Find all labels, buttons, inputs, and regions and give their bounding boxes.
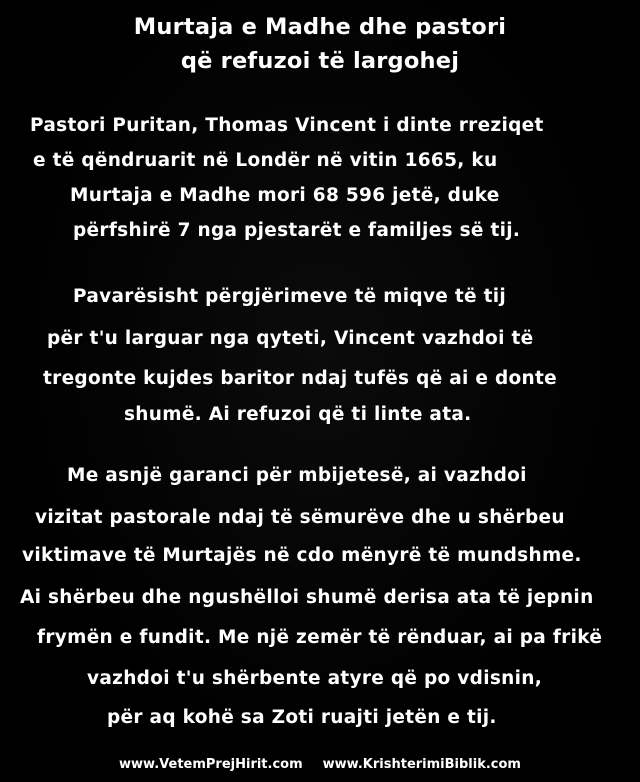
- paragraph-line: për t'u larguar nga qyteti, Vincent vazhdoi të: [47, 328, 534, 349]
- paragraph-line: Ai shërbeu dhe ngushëlloi shumë derisa ata të jepnin: [20, 587, 594, 608]
- paragraph-line: vizitat pastorale ndaj të sëmurëve dhe u shërbeu: [35, 507, 565, 528]
- paragraph-line: përfshirë 7 nga pjestarët e familjes së tij.: [73, 220, 521, 241]
- paragraph-line: për aq kohë sa Zoti ruajti jetën e tij.: [107, 707, 497, 728]
- paragraph-line: e të qëndruarit në Londër në vitin 1665, ku: [33, 150, 498, 171]
- footer-link-krishterimibiblik[interactable]: www.KrishterimiBiblik.com: [322, 757, 521, 772]
- paragraph-line: Murtaja e Madhe mori 68 596 jetë, duke: [70, 185, 500, 206]
- footer: [0, 757, 640, 772]
- title: [0, 10, 640, 78]
- paragraph-line: tregonte kujdes baritor ndaj tufës që ai e donte: [43, 368, 557, 389]
- paragraph-line: vazhdoi t'u shërbente atyre që po vdisnin,: [87, 668, 543, 689]
- paragraph-line: Me asnjë garanci për mbijetesë, ai vazhdoi: [67, 465, 527, 486]
- paragraph-line: frymën e fundit. Me një zemër të rënduar, ai pa frikë: [37, 627, 603, 648]
- paragraph-line: viktimave të Murtajës në cdo mënyrë të mundshme.: [22, 545, 582, 566]
- footer-link-vetemprejhirit[interactable]: www.VetemPrejHirit.com: [119, 757, 303, 772]
- paragraph-line: Pastori Puritan, Thomas Vincent i dinte rreziqet: [30, 115, 544, 136]
- title-line-1: Murtaja e Madhe dhe pastori: [133, 14, 507, 40]
- paragraph-line: shumë. Ai refuzoi që ti linte ata.: [124, 404, 472, 425]
- paragraph-line: Pavarësisht përgjërimeve të miqve të tij: [73, 286, 507, 307]
- title-line-2: që refuzoi të largohej: [180, 48, 460, 74]
